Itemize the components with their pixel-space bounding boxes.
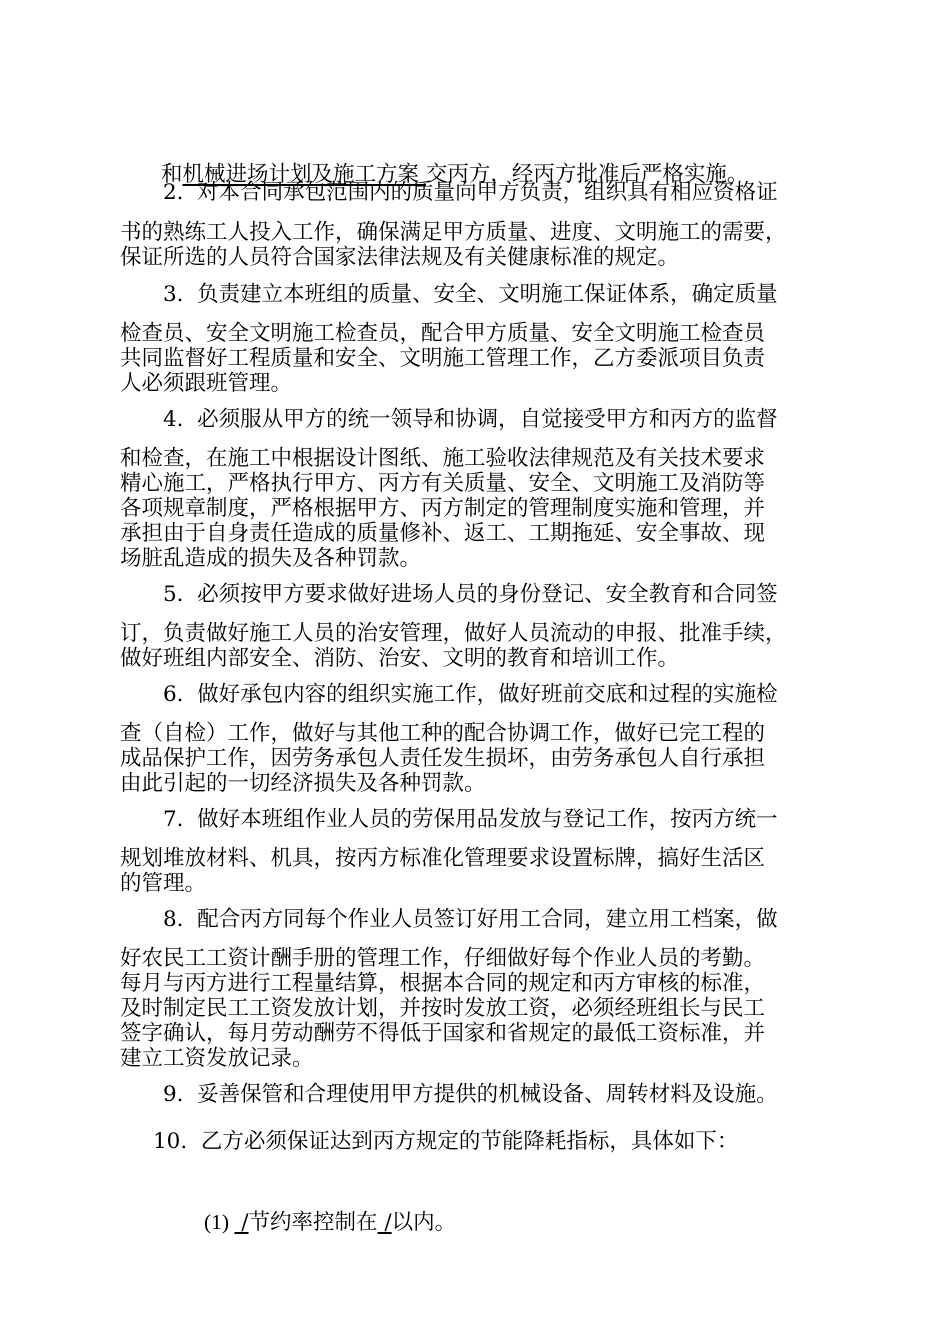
underlined-text: 机械进场计划及施工方案 [182, 162, 426, 187]
clause-7-text: 7. 做好本班组作业人员的劳保用品发放与登记工作，按丙方统一 [163, 807, 778, 832]
clause-7-line-1 [0, 805, 950, 835]
clause-8-text: 好农民工工资计酬手册的管理工作，仔细做好每个作业人员的考勤。 [120, 946, 766, 971]
clause-3-line-1 [0, 280, 950, 310]
clause-3-line-4 [0, 369, 950, 399]
clause-9-text: 9. 妥善保管和合理使用甲方提供的机械设备、周转材料及设施。 [163, 1082, 778, 1107]
blank-field-limit: / [377, 1210, 392, 1235]
sub-item-number: (1) [204, 1210, 235, 1234]
clause-5-text: 订，负责做好施工人员的治安管理，做好人员流动的申报、批准手续， [120, 621, 787, 646]
clause-5-line-3 [0, 644, 950, 674]
clause-2-text: 书的熟练工人投入工作，确保满足甲方质量、进度、文明施工的需要， [120, 220, 787, 245]
clause-6-line-4 [0, 769, 950, 799]
clause-2-text: 保证所选的人员符合国家法律法规及有关健康标准的规定。 [120, 245, 680, 270]
clause-8-text: 每月与丙方进行工程量结算，根据本合同的规定和丙方审核的标准， [120, 971, 766, 996]
clause-3-text: 检查员、安全文明施工检查员，配合甲方质量、安全文明施工检查员 [120, 321, 766, 346]
clause-2-line-1 [0, 178, 950, 208]
clause-4-text: 场脏乱造成的损失及各种罚款。 [120, 546, 422, 571]
text-run: 以内。 [391, 1210, 457, 1235]
clause-2-line-3 [0, 243, 950, 273]
text-run: 交丙方，经丙方批准后严格实施。 [425, 162, 749, 187]
clause-10-text: 10. 乙方必须保证达到丙方规定的节能降耗指标，具体如下： [153, 1129, 739, 1154]
clause-9-line-1 [0, 1080, 950, 1110]
clause-3-text: 共同监督好工程质量和安全、文明施工管理工作，乙方委派项目负责 [120, 346, 766, 371]
clause-8-text: 签字确认，每月劳动酬劳不得低于国家和省规定的最低工资标准，并 [120, 1021, 766, 1046]
clause-3-text: 人必须跟班管理。 [120, 371, 293, 396]
text-run: 节约率控制在 [248, 1210, 378, 1235]
clause-7-text: 的管理。 [120, 871, 207, 896]
clause-4-text: 4. 必须服从甲方的统一领导和协调，自觉接受甲方和丙方的监督 [163, 407, 778, 432]
clause-8-line-1 [0, 905, 950, 935]
clause-4-text: 和检查，在施工中根据设计图纸、施工验收法律规范及有关技术要求 [120, 446, 766, 471]
clause-5-line-1 [0, 580, 950, 610]
clause-8-line-6 [0, 1044, 950, 1074]
clause-4-line-6 [0, 544, 950, 574]
clause-7-text: 规划堆放材料、机具，按丙方标准化管理要求设置标牌，搞好生活区 [120, 846, 766, 871]
blank-field-rate: / [234, 1210, 249, 1235]
clause-3-text: 3. 负责建立本班组的质量、安全、文明施工保证体系，确定质量 [163, 282, 778, 307]
clause-4-line-1 [0, 405, 950, 435]
clause-6-text: 查（自检）工作，做好与其他工种的配合协调工作，做好已完工程的 [120, 721, 766, 746]
clause-8-text: 建立工资发放记录。 [120, 1046, 314, 1071]
paragraph-line [0, 130, 950, 187]
clause-8-text: 8. 配合丙方同每个作业人员签订好用工合同，建立用工档案，做 [163, 907, 778, 932]
clause-6-text: 成品保护工作，因劳务承包人责任发生损坏，由劳务承包人自行承担 [120, 746, 766, 771]
clause-10-line-1 [0, 1127, 950, 1157]
clause-4-text: 承担由于自身责任造成的质量修补、返工、工期拖延、安全事故、现 [120, 521, 766, 546]
clause-6-text: 由此引起的一切经济损失及各种罚款。 [120, 771, 486, 796]
clause-8-text: 及时制定民工工资发放计划，并按时发放工资，必须经班组长与民工 [120, 996, 766, 1021]
clause-2-text: 2. 对本合同承包范围内的质量向甲方负责，组织具有相应资格证 [163, 180, 778, 205]
clause-4-text: 精心施工，严格执行甲方、丙方有关质量、安全、文明施工及消防等 [120, 471, 766, 496]
clause-5-text: 做好班组内部安全、消防、治安、文明的教育和培训工作。 [120, 646, 680, 671]
sub-item-1-line [0, 1177, 950, 1235]
clause-6-line-1 [0, 680, 950, 710]
clause-5-text: 5. 必须按甲方要求做好进场人员的身份登记、安全教育和合同签 [163, 582, 778, 607]
clause-4-text: 各项规章制度，严格根据甲方、丙方制定的管理制度实施和管理，并 [120, 496, 766, 521]
text-run: 和 [161, 162, 183, 187]
clause-7-line-3 [0, 869, 950, 899]
clause-6-text: 6. 做好承包内容的组织实施工作，做好班前交底和过程的实施检 [163, 682, 778, 707]
